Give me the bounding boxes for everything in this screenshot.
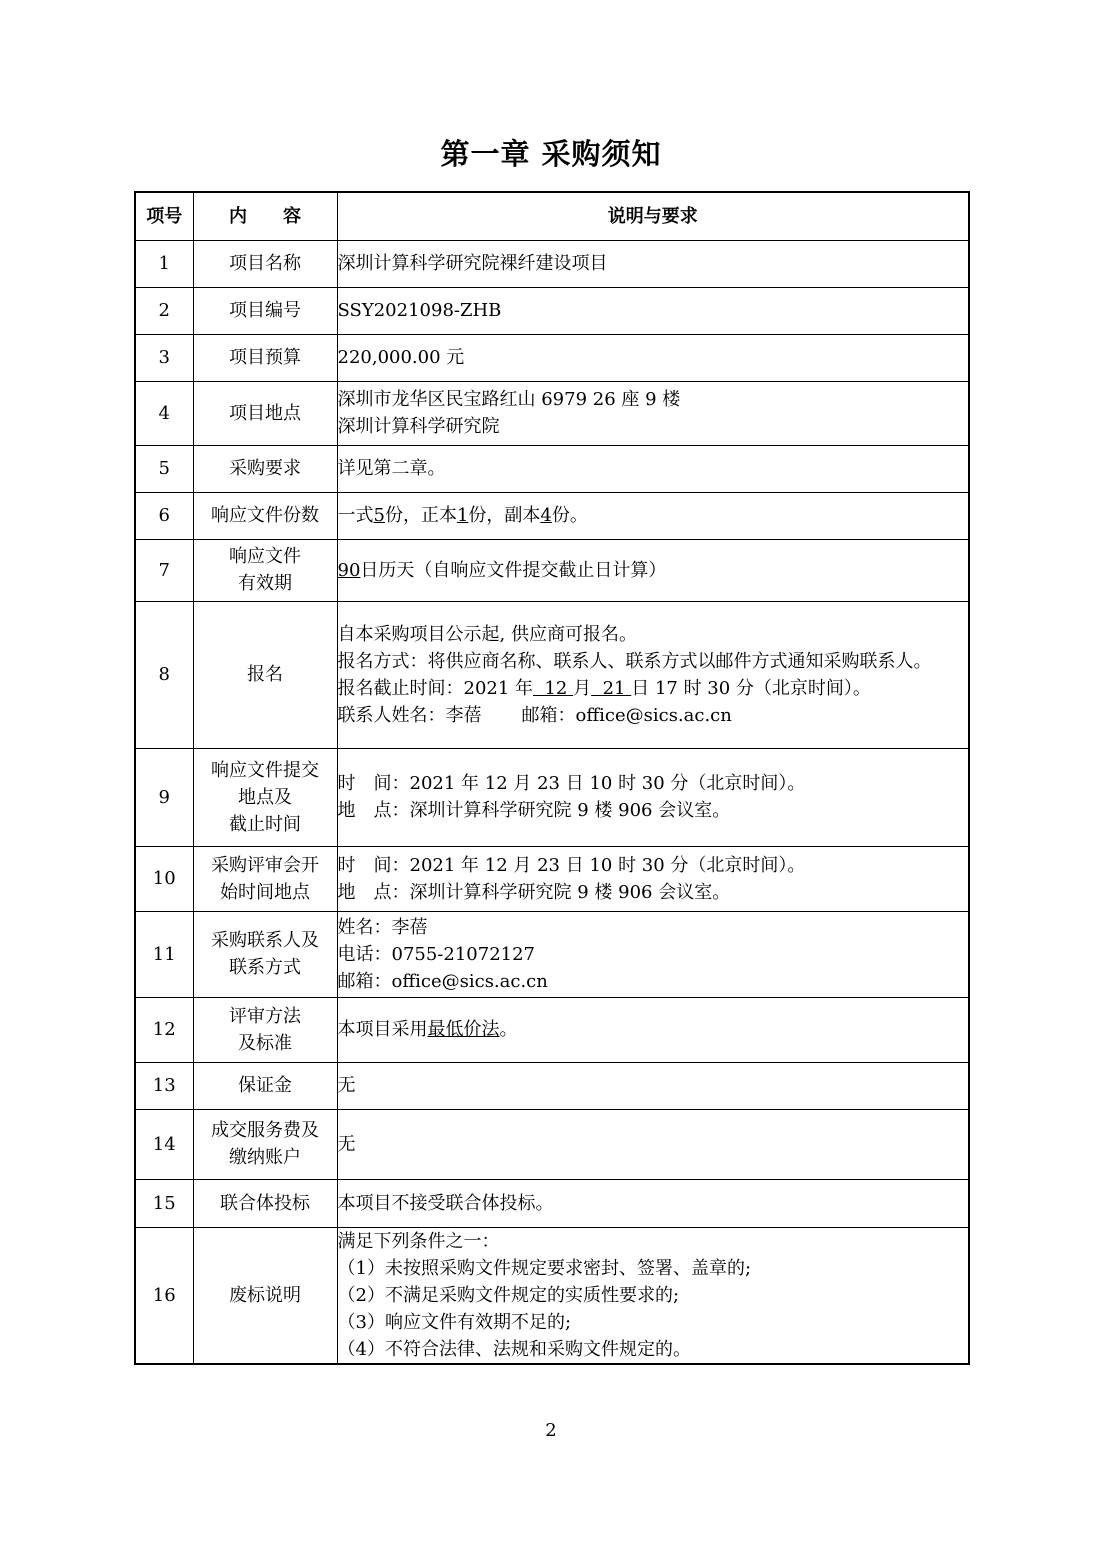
disqualify-item: （1）未按照采购文件规定要求密封、签署、盖章的; bbox=[337, 1257, 752, 1279]
row-number: 15 bbox=[135, 1179, 193, 1227]
row-label: 项目编号 bbox=[193, 287, 337, 334]
table-row bbox=[135, 748, 969, 846]
table-row bbox=[135, 334, 969, 381]
row-content: 无 bbox=[337, 1062, 969, 1109]
contact-email: 邮箱：office@sics.ac.cn bbox=[521, 704, 732, 726]
page-title: 第一章 采购须知 bbox=[440, 137, 662, 171]
table-row bbox=[135, 1179, 969, 1227]
row-content bbox=[337, 601, 969, 748]
row-content: 详见第二章。 bbox=[337, 445, 969, 492]
table-row bbox=[135, 445, 969, 492]
row-number: 10 bbox=[135, 846, 193, 911]
table-row bbox=[135, 601, 969, 748]
disqualify-item: （3）响应文件有效期不足的; bbox=[337, 1311, 572, 1333]
header-item-no: 项号 bbox=[135, 192, 193, 240]
contact-name: 姓名：李蓓 bbox=[337, 916, 428, 938]
copies-text: 份。 bbox=[551, 505, 588, 526]
contact-name: 联系人姓名：李蓓 bbox=[337, 704, 482, 726]
address-line: 深圳市龙华区民宝路红山 6979 26 座 9 楼 bbox=[337, 389, 681, 410]
row-number: 6 bbox=[135, 492, 193, 539]
row-number: 4 bbox=[135, 381, 193, 445]
table-row bbox=[135, 381, 969, 445]
copies-text: 份，副本 bbox=[468, 505, 541, 526]
row-content: 本项目采用最低价法。 bbox=[337, 997, 969, 1062]
row-number: 5 bbox=[135, 445, 193, 492]
row-label: 采购评审会开 始时间地点 bbox=[193, 846, 337, 911]
row-content bbox=[337, 381, 969, 445]
row-content: SSY2021098-ZHB bbox=[337, 287, 969, 334]
evaluation-method: 最低价法 bbox=[427, 1019, 500, 1040]
row-label: 项目地点 bbox=[193, 381, 337, 445]
row-number: 14 bbox=[135, 1109, 193, 1179]
contact-email: 邮箱：office@sics.ac.cn bbox=[337, 970, 548, 992]
row-number: 11 bbox=[135, 911, 193, 997]
disqualify-item: （4）不符合法律、法规和采购文件规定的。 bbox=[337, 1338, 691, 1360]
row-label: 保证金 bbox=[193, 1062, 337, 1109]
registration-deadline: 报名截止时间：2021 年 12 月 21 日 17 时 30 分（北京时间）。 bbox=[337, 677, 871, 699]
contact-phone: 电话：0755-21072127 bbox=[337, 943, 536, 965]
row-content bbox=[337, 539, 969, 601]
submission-place: 地 点：深圳计算科学研究院 9 楼 906 会议室。 bbox=[337, 800, 731, 821]
row-label: 成交服务费及 缴纳账户 bbox=[193, 1109, 337, 1179]
table-row bbox=[135, 997, 969, 1062]
row-label: 项目名称 bbox=[193, 240, 337, 287]
row-content: 本项目不接受联合体投标。 bbox=[337, 1179, 969, 1227]
submission-time: 时 间：2021 年 12 月 23 日 10 时 30 分（北京时间）。 bbox=[337, 773, 806, 794]
validity-text: 日历天（自响应文件提交截止日计算） bbox=[360, 559, 667, 581]
table-row bbox=[135, 287, 969, 334]
deadline-month: 12 bbox=[544, 677, 568, 699]
row-label: 项目预算 bbox=[193, 334, 337, 381]
review-time: 时 间：2021 年 12 月 23 日 10 时 30 分（北京时间）。 bbox=[337, 854, 806, 876]
row-content bbox=[337, 748, 969, 846]
row-label: 响应文件提交 地点及 截止时间 bbox=[193, 748, 337, 846]
contact-line bbox=[338, 702, 969, 729]
table-header-row bbox=[135, 192, 969, 240]
table-row bbox=[135, 492, 969, 539]
row-content: 无 bbox=[337, 1109, 969, 1179]
row-label: 联合体投标 bbox=[193, 1179, 337, 1227]
row-label: 废标说明 bbox=[193, 1227, 337, 1364]
deadline-day: 21 bbox=[602, 677, 626, 699]
row-content bbox=[337, 911, 969, 997]
row-number: 9 bbox=[135, 748, 193, 846]
institute-line: 深圳计算科学研究院 bbox=[337, 416, 500, 437]
copies-duplicate: 4 bbox=[540, 505, 552, 526]
disqualify-item: （2）不满足采购文件规定的实质性要求的; bbox=[337, 1284, 680, 1306]
row-content bbox=[337, 492, 969, 539]
row-number: 8 bbox=[135, 601, 193, 748]
table-row bbox=[135, 846, 969, 911]
row-number: 13 bbox=[135, 1062, 193, 1109]
header-content: 内 容 bbox=[193, 192, 337, 240]
review-place: 地 点：深圳计算科学研究院 9 楼 906 会议室。 bbox=[337, 881, 731, 903]
row-label: 采购联系人及 联系方式 bbox=[193, 911, 337, 997]
row-number: 1 bbox=[135, 240, 193, 287]
page-number: 2 bbox=[545, 1420, 557, 1441]
row-number: 16 bbox=[135, 1227, 193, 1364]
copies-text: 份，正本 bbox=[384, 505, 457, 526]
row-number: 3 bbox=[135, 334, 193, 381]
header-description: 说明与要求 bbox=[337, 192, 969, 240]
row-label: 响应文件份数 bbox=[193, 492, 337, 539]
row-number: 12 bbox=[135, 997, 193, 1062]
row-content bbox=[337, 846, 969, 911]
row-label: 采购要求 bbox=[193, 445, 337, 492]
row-label: 响应文件 有效期 bbox=[193, 539, 337, 601]
row-number: 7 bbox=[135, 539, 193, 601]
copies-total: 5 bbox=[373, 505, 385, 526]
table-row bbox=[135, 1227, 969, 1364]
registration-start: 自本采购项目公示起, 供应商可报名。 bbox=[337, 623, 637, 645]
table-row bbox=[135, 240, 969, 287]
table-row bbox=[135, 539, 969, 601]
row-content: 深圳计算科学研究院裸纤建设项目 bbox=[337, 240, 969, 287]
row-content bbox=[337, 1227, 969, 1364]
copies-text: 一式 bbox=[337, 505, 374, 526]
table-row bbox=[135, 1109, 969, 1179]
procurement-notice-table bbox=[134, 191, 970, 1365]
copies-original: 1 bbox=[456, 505, 469, 526]
validity-days: 90 bbox=[337, 559, 361, 581]
row-label: 报名 bbox=[193, 601, 337, 748]
table-row bbox=[135, 911, 969, 997]
row-content: 220,000.00 元 bbox=[337, 334, 969, 381]
row-label: 评审方法 及标准 bbox=[193, 997, 337, 1062]
registration-method: 报名方式：将供应商名称、联系人、联系方式以邮件方式通知采购联系人。 bbox=[337, 650, 932, 672]
row-number: 2 bbox=[135, 287, 193, 334]
disqualify-intro: 满足下列条件之一： bbox=[337, 1230, 500, 1252]
table-row bbox=[135, 1062, 969, 1109]
